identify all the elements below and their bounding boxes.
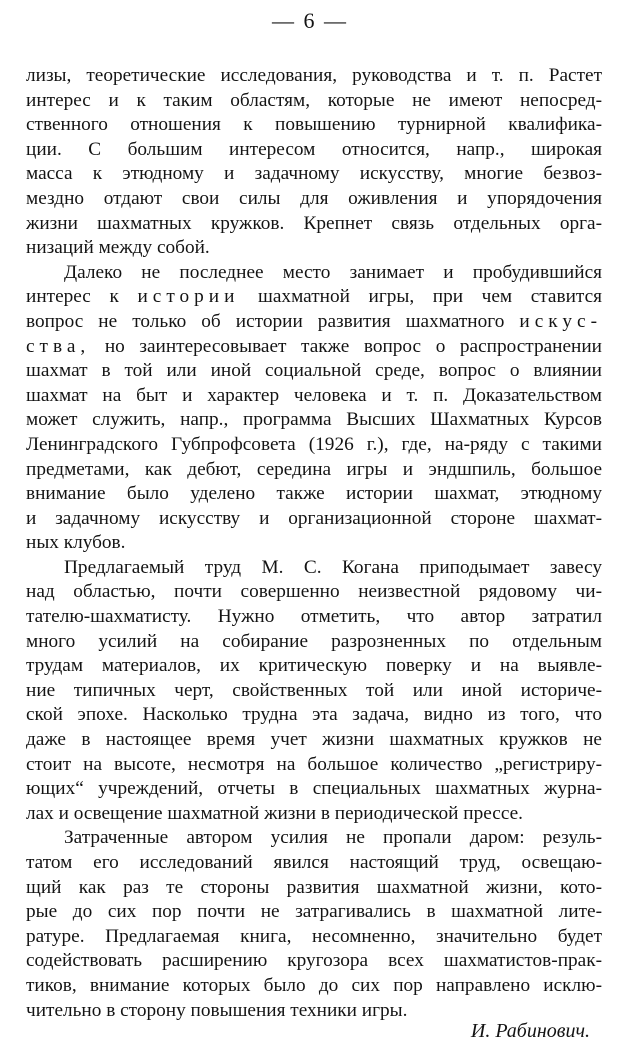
text-line: масса к этюдному и задачному искусству, многие безвоз-	[26, 163, 602, 185]
paragraph-4	[26, 826, 602, 1023]
text-line: щий как раз те стороны развития шахматной жизни, кото-	[26, 876, 602, 898]
text-line: интерес и к таким областям, которые не имеют непосред-	[26, 89, 602, 111]
text-fragment: но заинтересовывает также вопрос о распространении	[104, 335, 603, 357]
emphasized-word: искус-	[519, 310, 602, 332]
text-line: тателю-шахматисту. Нужно отметить, что автор затратил	[26, 606, 602, 628]
text-line: жизни шахматных кружков. Крепнет связь отдельных орга-	[26, 212, 602, 234]
text-line: Ленинградского Губпрофсовета (1926 г.), где, на-ряду с такими	[26, 433, 602, 455]
text-line	[26, 285, 602, 310]
text-line: трудам материалов, их критическую поверку и на выявле-	[26, 655, 602, 677]
text-line: рые до сих пор почти не затрагивались в шахматной лите-	[26, 901, 602, 923]
paragraph-2	[26, 261, 602, 556]
text-line: ции. С большим интересом относится, напр., широкая	[26, 138, 602, 160]
text-line: тиков, внимание которых было до сих пор направлено исклю-	[26, 974, 602, 996]
text-line: над областью, почти совершенно неизвестной рядовому чи-	[26, 581, 602, 603]
text-line: предметами, как дебют, середина игры и эндшпиль, большое	[26, 458, 602, 480]
text-line: может служить, напр., программа Высших Шахматных Курсов	[26, 409, 602, 431]
paragraph-1	[26, 64, 602, 261]
text-line: чительно в сторону повышения техники игры.	[26, 999, 408, 1021]
text-line: шахмат на быт и характер человека и т. п. Доказательством	[26, 384, 602, 406]
text-line: ных клубов.	[26, 532, 126, 554]
text-line: мездно отдают свои силы для оживления и упорядочения	[26, 187, 602, 209]
emphasized-word: ства,	[26, 335, 91, 357]
text-line: лизы, теоретические исследования, руководства и т. п. Растет	[26, 65, 602, 86]
text-line: татом его исследований явился настоящий труд, освещаю-	[26, 852, 602, 873]
text-line: и задачному искусству и организационной стороне шахмат-	[26, 507, 602, 529]
text-line: даже в настоящее время учет жизни шахматных кружков не	[26, 729, 602, 751]
text-line: лах и освещение шахматной жизни в периодической прессе.	[26, 802, 524, 824]
text-fragment: вопрос не только об истории развития шахматного	[26, 310, 505, 332]
text-line: ственного отношения к повышению турнирной квалифика-	[26, 114, 602, 136]
text-line: ской эпохе. Насколько трудна эта задача, видно из того, что	[26, 704, 602, 726]
text-line: содействовать расширению кругозора всех шахматистов-прак-	[26, 950, 602, 972]
text-line: Затраченные автором усилия не пропали даром: резуль-	[64, 827, 602, 849]
text-line: много усилий на собирание разрозненных по отдельным	[26, 630, 602, 652]
text-line: шахмат в той или иной социальной среде, вопрос о влиянии	[26, 360, 602, 382]
text-fragment: шахматной игры, при чем ставится	[258, 286, 602, 308]
paragraph-3	[26, 556, 602, 827]
text-line	[26, 335, 602, 360]
text-line: низаций между собой.	[26, 237, 210, 259]
page-number: — 6 —	[272, 8, 348, 33]
text-line: Далеко не последнее место занимает и пробудившийся	[64, 261, 602, 283]
text-line: внимание было уделено также истории шахмат, этюдному	[26, 483, 602, 505]
text-line: ратуре. Предлагаемая книга, несомненно, значительно будет	[26, 925, 602, 947]
text-line: ние типичных черт, свойственных той или иной историче-	[26, 679, 602, 701]
text-line	[26, 310, 602, 335]
emphasized-word: истории	[137, 286, 240, 308]
text-line: ющих“ учреждений, отчеты в специальных шахматных журна-	[26, 778, 602, 800]
text-fragment: интерес к	[26, 286, 119, 308]
text-line: стоит на высоте, несмотря на большое количество „регистриру-	[26, 753, 602, 775]
body-text	[26, 64, 602, 1023]
text-line: Предлагаемый труд М. С. Когана приподымает завесу	[64, 556, 602, 578]
author-signature: И. Рабинович.	[470, 1020, 590, 1042]
